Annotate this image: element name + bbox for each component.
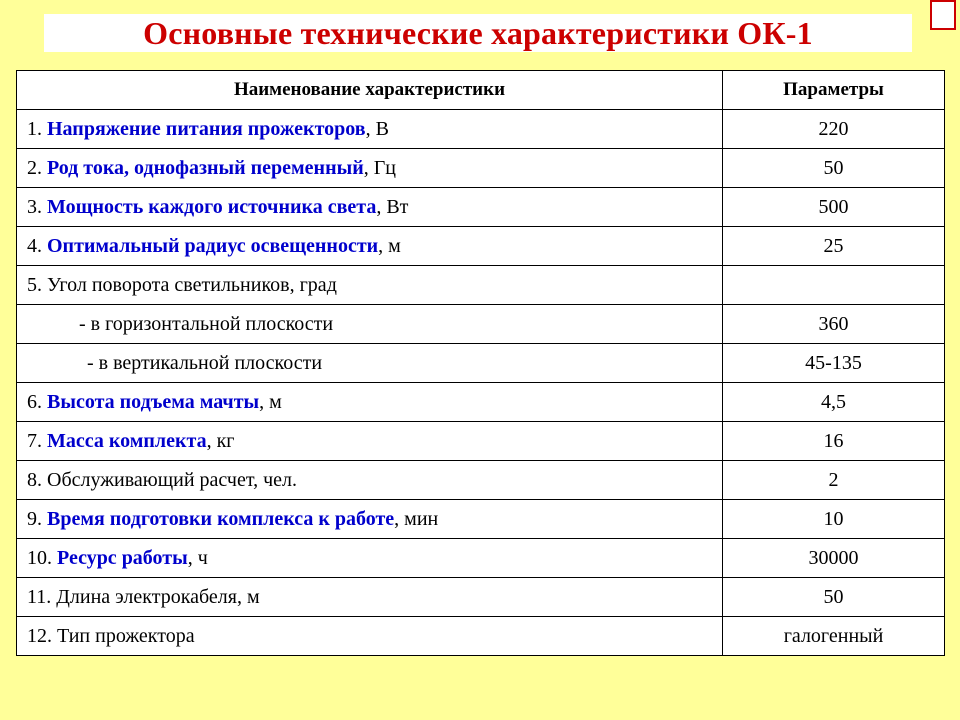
row-value: 10 xyxy=(723,500,945,539)
row-number: 4. xyxy=(27,234,42,257)
table-row xyxy=(17,500,945,539)
row-label: Обслуживающий расчет, чел. xyxy=(47,468,297,491)
row-name xyxy=(17,461,723,500)
table-row xyxy=(17,266,945,305)
row-number: 12. xyxy=(27,624,52,647)
row-name xyxy=(17,539,723,578)
row-value: 25 xyxy=(723,227,945,266)
row-unit: , ч xyxy=(187,546,208,569)
row-label: - в горизонтальной плоскости xyxy=(79,312,334,335)
row-number: 5. xyxy=(27,273,42,296)
row-number: 2. xyxy=(27,156,42,179)
row-unit: , кг xyxy=(206,429,235,452)
row-number: 3. xyxy=(27,195,42,218)
corner-box xyxy=(930,0,956,30)
row-name xyxy=(17,110,723,149)
row-value: 220 xyxy=(723,110,945,149)
row-number: 9. xyxy=(27,507,42,530)
table-row xyxy=(17,110,945,149)
table-row xyxy=(17,617,945,656)
row-label: - в вертикальной плоскости xyxy=(87,351,323,374)
row-unit: , мин xyxy=(394,507,439,530)
row-value: 2 xyxy=(723,461,945,500)
row-label-bold: Оптимальный радиус освещенности xyxy=(47,234,379,257)
header-params: Параметры xyxy=(723,71,945,110)
row-label-bold: Ресурс работы xyxy=(57,546,188,569)
row-number: 1. xyxy=(27,117,42,140)
table-row xyxy=(17,227,945,266)
row-number: 10. xyxy=(27,546,52,569)
row-label: Угол поворота светильников, град xyxy=(47,273,337,296)
row-label-bold: Род тока, однофазный переменный xyxy=(47,156,364,179)
row-label-bold: Масса комплекта xyxy=(47,429,207,452)
row-label-bold: Высота подъема мачты xyxy=(47,390,260,413)
row-name xyxy=(17,188,723,227)
row-unit: , м xyxy=(259,390,282,413)
header-name: Наименование характеристики xyxy=(17,71,723,110)
row-label: Тип прожектора xyxy=(57,624,195,647)
row-name xyxy=(17,578,723,617)
row-unit: , В xyxy=(365,117,389,140)
row-value xyxy=(723,266,945,305)
row-number: 6. xyxy=(27,390,42,413)
table-row xyxy=(17,422,945,461)
table-row xyxy=(17,149,945,188)
row-name xyxy=(17,305,723,344)
row-name xyxy=(17,149,723,188)
row-value: 50 xyxy=(723,149,945,188)
row-label-bold: Мощность каждого источника света xyxy=(47,195,377,218)
row-name xyxy=(17,227,723,266)
row-name xyxy=(17,422,723,461)
row-number: 11. xyxy=(27,585,52,608)
row-name xyxy=(17,383,723,422)
row-value: 16 xyxy=(723,422,945,461)
row-label-bold: Напряжение питания прожекторов xyxy=(47,117,366,140)
row-value: 50 xyxy=(723,578,945,617)
row-value: 30000 xyxy=(723,539,945,578)
table-row xyxy=(17,461,945,500)
row-value: 45-135 xyxy=(723,344,945,383)
row-number: 8. xyxy=(27,468,42,491)
table-row xyxy=(17,305,945,344)
table-row xyxy=(17,344,945,383)
row-unit: , Вт xyxy=(376,195,409,218)
row-name xyxy=(17,617,723,656)
row-value: галогенный xyxy=(723,617,945,656)
row-label: Длина электрокабеля, м xyxy=(56,585,260,608)
row-number: 7. xyxy=(27,429,42,452)
table-row xyxy=(17,578,945,617)
row-unit: , м xyxy=(378,234,401,257)
row-name xyxy=(17,266,723,305)
row-label-bold: Время подготовки комплекса к работе xyxy=(47,507,395,530)
row-unit: , Гц xyxy=(363,156,396,179)
title-bar xyxy=(44,14,912,52)
page-title: Основные технические характеристики ОК-1 xyxy=(143,14,813,51)
row-name xyxy=(17,500,723,539)
row-value: 360 xyxy=(723,305,945,344)
table-row xyxy=(17,188,945,227)
table-row xyxy=(17,539,945,578)
table-header-row xyxy=(17,71,945,110)
row-value: 4,5 xyxy=(723,383,945,422)
row-name xyxy=(17,344,723,383)
table-row xyxy=(17,383,945,422)
row-value: 500 xyxy=(723,188,945,227)
spec-table xyxy=(16,70,945,656)
